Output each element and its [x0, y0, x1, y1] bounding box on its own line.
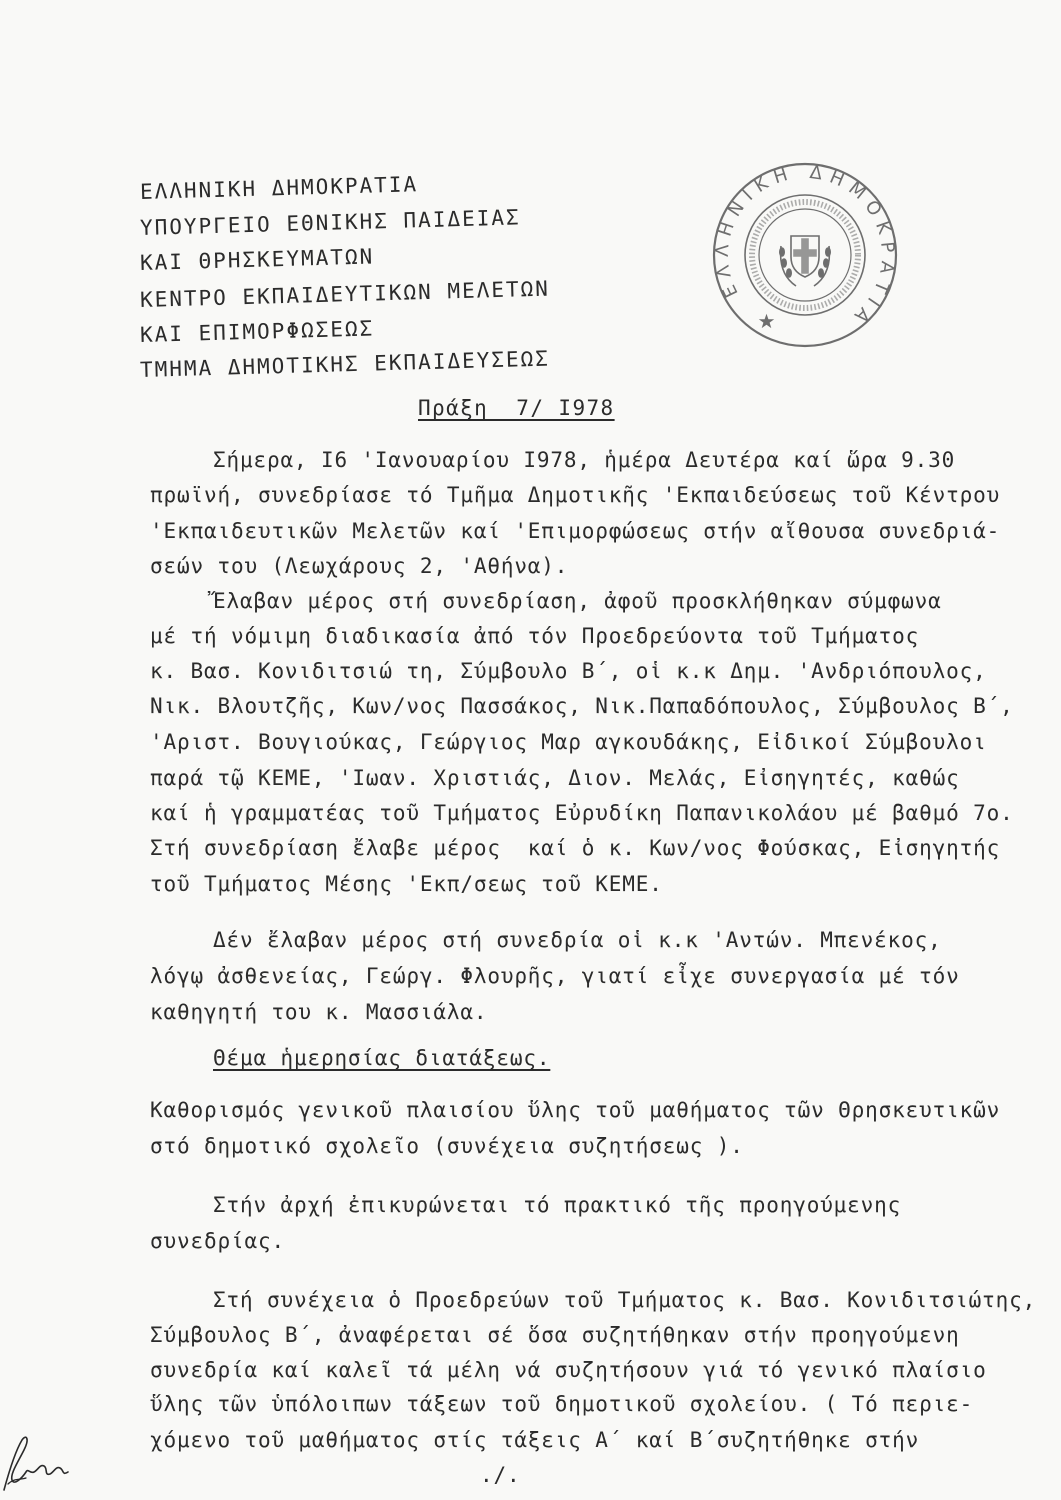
- body-line: Στήν ἀρχή ἐπικυρώνεται τό πρακτικό τῆς προηγούμενης: [213, 1193, 902, 1217]
- body-line: συνεδρία καί καλεῖ τά μέλη νά συζητήσουν γιά τό γενικό πλαίσιο: [150, 1358, 987, 1382]
- body-line: Δέν ἔλαβαν μέρος στή συνεδρία οἱ κ.κ 'Αντών. Μπενέκος,: [213, 928, 942, 952]
- body-line: κ. Βασ. Κονιδιτσιώ τη, Σύμβουλο Β΄, οἱ κ.κ Δημ. 'Ανδριόπουλος,: [150, 659, 987, 683]
- agenda-heading: Θέμα ἡμερησίας διατάξεως.: [213, 1046, 551, 1070]
- letterhead-line-centre: ΚΕΝΤΡΟ ΕΚΠΑΙΔΕΥΤΙΚΩΝ ΜΕΛΕΤΩΝ: [139, 276, 551, 312]
- body-line: Ἔλαβαν μέρος στή συνεδρίαση, ἀφοῦ προσκλήθηκαν σύμφωνα: [213, 589, 942, 613]
- page-continuation-mark: ./.: [480, 1463, 521, 1487]
- body-line: Νικ. Βλουτζῆς, Κων/νος Πασσάκος, Νικ.Παπαδόπουλος, Σύμβουλος Β΄,: [150, 694, 1014, 718]
- document-title: Πράξη 7/ I978: [418, 396, 615, 420]
- body-line: τοῦ Τμήματος Μέσης 'Εκπ/σεως τοῦ ΚΕΜΕ.: [150, 872, 663, 896]
- body-line: λόγῳ ἀσθενείας, Γεώργ. Φλουρῆς, γιατί εἶχε συνεργασία μέ τόν: [150, 964, 960, 988]
- letterhead-line-ministry: ΥΠΟΥΡΓΕΙΟ ΕΘΝΙΚΗΣ ΠΑΙΔΕΙΑΣ: [139, 205, 521, 240]
- body-line: μέ τή νόμιμη διαδικασία ἀπό τόν Προεδρεύοντα τοῦ Τμήματος: [150, 624, 920, 648]
- body-line: συνεδρίας.: [150, 1229, 285, 1253]
- body-line: καθηγητή του κ. Μασσιάλα.: [150, 1000, 488, 1024]
- body-line: 'Αριστ. Βουγιούκας, Γεώργιος Μαρ αγκουδάκης, Εἰδικοί Σύμβουλοι: [150, 730, 987, 754]
- coat-of-arms-icon: [780, 236, 830, 286]
- letterhead-line-ministry-cont: ΚΑΙ ΘΡΗΣΚΕΥΜΑΤΩΝ: [139, 244, 375, 275]
- body-line: καί ἡ γραμματέας τοῦ Τμήματος Εὐρυδίκη Παπανικολάου μέ βαθμό 7ο.: [150, 801, 1014, 825]
- handwritten-initials: [0, 1428, 80, 1498]
- body-line: παρά τῷ ΚΕΜΕ, 'Ιωαν. Χριστιάς, Διον. Μελάς, Εἰσηγητές, καθώς: [150, 766, 960, 790]
- body-line: χόμενο τοῦ μαθήματος στίς τάξεις Α΄ καί Β΄συζητήθηκε στήν: [150, 1428, 920, 1452]
- body-line: ὕλης τῶν ὑπόλοιπων τάξεων τοῦ δημοτικοῦ σχολείου. ( Τό περιε-: [150, 1392, 974, 1416]
- seal-star-icon: [759, 314, 774, 328]
- body-line: Σύμβουλος Β΄, ἀναφέρεται σέ ὅσα συζητήθηκαν στήν προηγούμενη: [150, 1323, 960, 1347]
- body-line: 'Εκπαιδευτικῶν Μελετῶν καί 'Επιμορφώσεως στήν αἴθουσα συνεδριά-: [150, 519, 1001, 543]
- body-line: Στή συνεδρίαση ἔλαβε μέρος καί ὁ κ. Κων/νος Φούσκας, Εἰσηγητής: [150, 836, 1001, 860]
- body-line: σεών του (Λεωχάρους 2, 'Αθήνα).: [150, 554, 569, 578]
- body-line: στό δημοτικό σχολεῖο (συνέχεια συζητήσεως ).: [150, 1134, 744, 1158]
- official-seal: [710, 160, 900, 350]
- body-line: Σήμερα, I6 'Ιανουαρίου I978, ἡμέρα Δευτέρα καί ὥρα 9.30: [213, 448, 956, 472]
- body-line: πρωϊνή, συνεδρίασε τό Τμῆμα Δημοτικῆς 'Εκπαιδεύσεως τοῦ Κέντρου: [150, 483, 1001, 507]
- letterhead-line-department: ΤΜΗΜΑ ΔΗΜΟΤΙΚΗΣ ΕΚΠΑΙΔΕΥΣΕΩΣ: [139, 346, 551, 382]
- seal-outer-text-path: ΕΛΛΗΝΙΚΗ ΔΗΜΟΚΡΑΤΙΑ: [711, 162, 899, 327]
- letterhead-line-republic: ΕΛΛΗΝΙΚΗ ΔΗΜΟΚΡΑΤΙΑ: [139, 172, 419, 204]
- letterhead-line-centre-cont: ΚΑΙ ΕΠΙΜΟΡΦΩΣΕΩΣ: [139, 316, 375, 347]
- body-line: Καθορισμός γενικοῦ πλαισίου ὕλης τοῦ μαθήματος τῶν Θρησκευτικῶν: [150, 1098, 1001, 1122]
- body-line: Στή συνέχεια ὁ Προεδρεύων τοῦ Τμήματος κ. Βασ. Κονιδιτσιώτης,: [213, 1288, 1037, 1312]
